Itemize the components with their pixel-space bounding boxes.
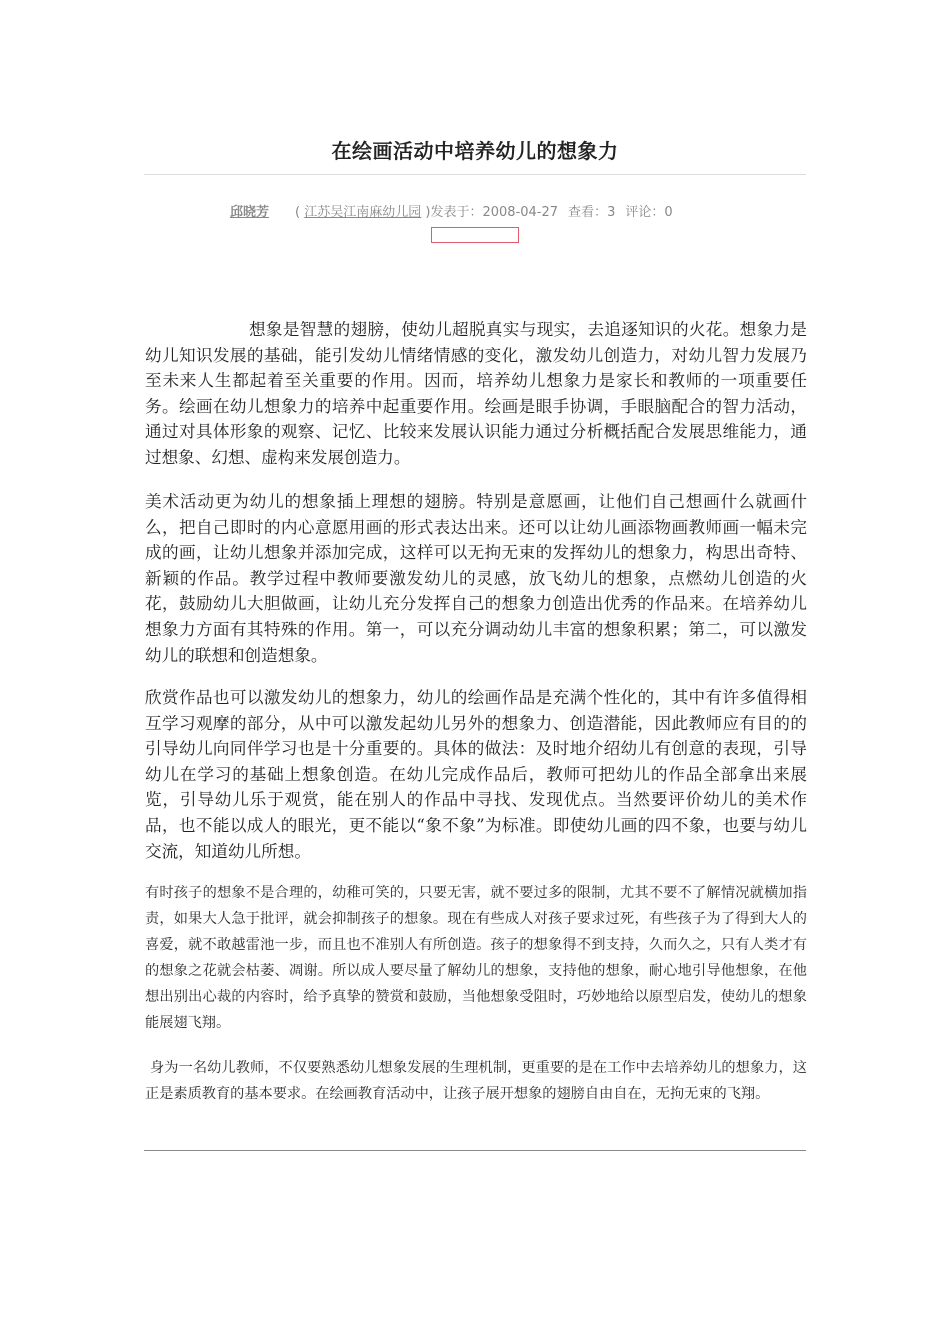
article-title: 在绘画活动中培养幼儿的想象力 xyxy=(331,139,619,163)
paragraph-5: 身为一名幼儿教师，不仅要熟悉幼儿想象发展的生理机制，更重要的是在工作中去培养幼儿的想象力，这正是素质教育的基本要求。在绘画教育活动中，让孩子展开想象的翅膀自由自在，无拘无束的飞翔。 xyxy=(145,1060,807,1102)
paragraph-3: 欣赏作品也可以激发幼儿的想象力，幼儿的绘画作品是充满个性化的，其中有许多值得相互学习观摩的部分，从中可以激发起幼儿另外的想象力、创造潜能，因此教师应有目的的引导幼儿向同伴学习也是十分重要的。具体的做法：及时地介绍幼儿有创意的表现，引导幼儿在学习的基础上想象创造。在幼儿完成作品后，教师可把幼儿的作品全部拿出来展览，引导幼儿乐于观赏，能在别人的作品中寻找、发现优点。当然要评价幼儿的美术作品，也不能以成人的眼光，更不能以“象不象”为标准。即使幼儿画的四不象，也要与幼儿交流，知道幼儿所想。 xyxy=(145,688,807,861)
affiliation-open: ( xyxy=(295,205,305,220)
views-count: 3 xyxy=(607,205,616,220)
comments-label: 评论： xyxy=(625,205,665,220)
comments-count: 0 xyxy=(664,205,673,220)
paragraph-4: 有时孩子的想象不是合理的，幼稚可笑的，只要无害，就不要过多的限制，尤其不要不了解情况就横加指责，如果大人急于批评，就会抑制孩子的想象。现在有些成人对孩子要求过死，有些孩子为了得到大人的喜爱，就不敢越雷池一步，而且也不准别人有所创造。孩子的想象得不到支持，久而久之，只有人类才有的想象之花就会枯萎、凋谢。所以成人要尽量了解幼儿的想象，支持他的想象，耐心地引导他想象，在他想出别出心裁的内容时，给予真挚的赞赏和鼓励，当他想象受阻时，巧妙地给以原型启发，使幼儿的想象能展翅飞翔。 xyxy=(145,885,807,1031)
bottom-divider xyxy=(144,1150,806,1151)
published-label: 发表于： xyxy=(430,205,483,220)
affiliation-link[interactable]: 江苏吴江南麻幼儿园 xyxy=(304,205,422,220)
views-label: 查看： xyxy=(568,205,608,220)
paragraph-1: 想象是智慧的翅膀，使幼儿超脱真实与现实，去追逐知识的火花。想象力是幼儿知识发展的基础，能引发幼儿情绪情感的变化，激发幼儿创造力，对幼儿智力发展乃至未来人生都起着至关重要的作用。因而，培养幼儿想象力是家长和教师的一项重要任务。绘画在幼儿想象力的培养中起重要作用。绘画是眼手协调，手眼脑配合的智力活动，通过对具体形象的观察、记忆、比较来发展认识能力通过分析概括配合发展思维能力，通过想象、幻想、虚构来发展创造力。 xyxy=(145,320,807,467)
affiliation-close: ) xyxy=(421,205,431,220)
published-date: 2008-04-27 xyxy=(482,205,559,220)
title-divider xyxy=(144,174,806,175)
empty-red-box xyxy=(431,227,519,243)
article-meta xyxy=(230,201,673,220)
author-link[interactable]: 邱晓芳 xyxy=(230,205,270,220)
paragraph-2: 美术活动更为幼儿的想象插上理想的翅膀。特别是意愿画，让他们自己想画什么就画什么，把自己即时的内心意愿用画的形式表达出来。还可以让幼儿画添物画教师画一幅未完成的画，让幼儿想象并添加完成，这样可以无拘无束的发挥幼儿的想象力，构思出奇特、新颖的作品。教学过程中教师要激发幼儿的灵感，放飞幼儿的想象，点燃幼儿创造的火花，鼓励幼儿大胆做画，让幼儿充分发挥自己的想象力创造出优秀的作品来。在培养幼儿想象力方面有其特殊的作用。第一，可以充分调动幼儿丰富的想象积累；第二，可以激发幼儿的联想和创造想象。 xyxy=(145,492,807,665)
